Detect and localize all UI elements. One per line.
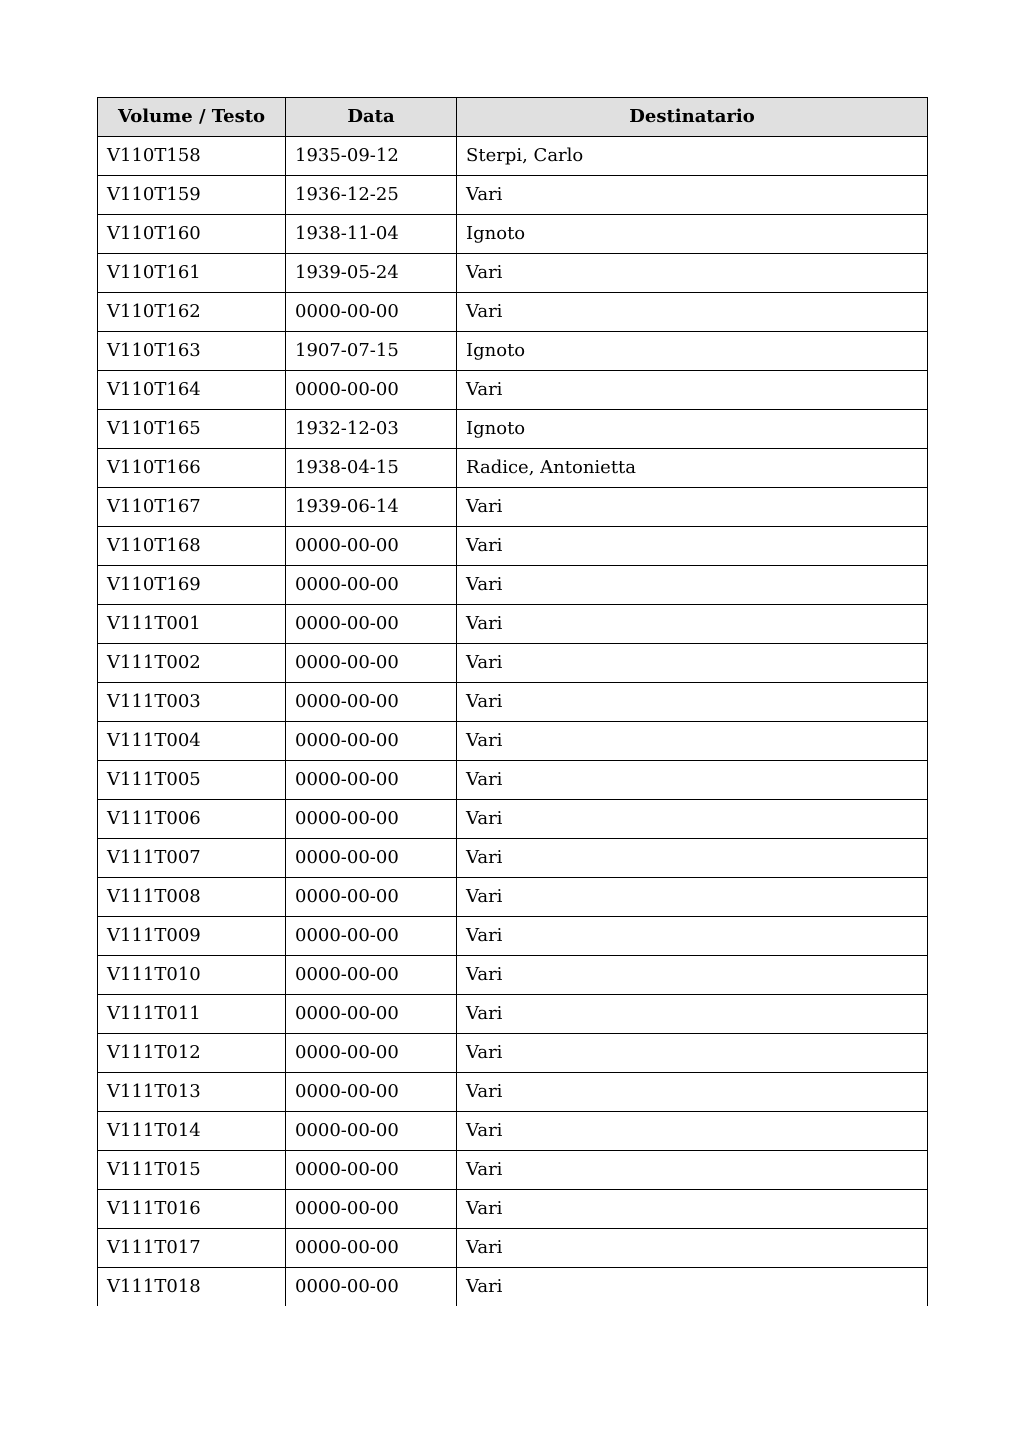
cell-destinatario: Vari — [457, 176, 928, 215]
cell-volume-testo: V110T166 — [98, 449, 286, 488]
cell-data: 0000-00-00 — [286, 371, 457, 410]
cell-data: 0000-00-00 — [286, 566, 457, 605]
cell-volume-testo: V110T158 — [98, 137, 286, 176]
table-row — [98, 917, 928, 956]
cell-volume-testo: V111T013 — [98, 1073, 286, 1112]
cell-destinatario: Vari — [457, 644, 928, 683]
cell-data: 0000-00-00 — [286, 1229, 457, 1268]
cell-destinatario: Vari — [457, 722, 928, 761]
cell-volume-testo: V111T011 — [98, 995, 286, 1034]
cell-data: 0000-00-00 — [286, 761, 457, 800]
cell-data: 0000-00-00 — [286, 956, 457, 995]
cell-volume-testo: V111T007 — [98, 839, 286, 878]
cell-volume-testo: V111T002 — [98, 644, 286, 683]
table-row — [98, 566, 928, 605]
cell-destinatario: Vari — [457, 1190, 928, 1229]
table-row — [98, 995, 928, 1034]
cell-data: 0000-00-00 — [286, 527, 457, 566]
cell-data: 0000-00-00 — [286, 644, 457, 683]
letters-table — [97, 97, 928, 1306]
table-row — [98, 527, 928, 566]
table-row — [98, 1112, 928, 1151]
cell-destinatario: Vari — [457, 917, 928, 956]
cell-volume-testo: V111T014 — [98, 1112, 286, 1151]
column-header-volume-testo: Volume / Testo — [98, 98, 286, 137]
cell-volume-testo: V111T003 — [98, 683, 286, 722]
cell-volume-testo: V111T009 — [98, 917, 286, 956]
cell-data: 0000-00-00 — [286, 1151, 457, 1190]
cell-data: 0000-00-00 — [286, 878, 457, 917]
cell-destinatario: Vari — [457, 566, 928, 605]
table-row — [98, 1190, 928, 1229]
cell-data: 0000-00-00 — [286, 293, 457, 332]
cell-destinatario: Vari — [457, 878, 928, 917]
cell-data: 0000-00-00 — [286, 1268, 457, 1307]
cell-data: 1939-05-24 — [286, 254, 457, 293]
cell-destinatario: Vari — [457, 527, 928, 566]
cell-volume-testo: V110T164 — [98, 371, 286, 410]
table-row — [98, 293, 928, 332]
cell-data: 0000-00-00 — [286, 1073, 457, 1112]
cell-volume-testo: V111T015 — [98, 1151, 286, 1190]
table-row — [98, 215, 928, 254]
cell-data: 0000-00-00 — [286, 722, 457, 761]
table-row — [98, 878, 928, 917]
cell-volume-testo: V111T016 — [98, 1190, 286, 1229]
cell-volume-testo: V111T010 — [98, 956, 286, 995]
cell-destinatario: Vari — [457, 839, 928, 878]
table-row — [98, 1073, 928, 1112]
cell-destinatario: Vari — [457, 683, 928, 722]
cell-destinatario: Vari — [457, 1151, 928, 1190]
cell-destinatario: Ignoto — [457, 332, 928, 371]
table-body — [98, 137, 928, 1307]
cell-data: 1938-04-15 — [286, 449, 457, 488]
table-row — [98, 371, 928, 410]
cell-volume-testo: V110T168 — [98, 527, 286, 566]
cell-data: 0000-00-00 — [286, 995, 457, 1034]
cell-volume-testo: V110T169 — [98, 566, 286, 605]
table-row — [98, 410, 928, 449]
cell-data: 0000-00-00 — [286, 1034, 457, 1073]
cell-destinatario: Radice, Antonietta — [457, 449, 928, 488]
table-row — [98, 839, 928, 878]
cell-data: 1939-06-14 — [286, 488, 457, 527]
cell-data: 1938-11-04 — [286, 215, 457, 254]
cell-data: 0000-00-00 — [286, 800, 457, 839]
table-row — [98, 137, 928, 176]
table-row — [98, 488, 928, 527]
cell-data: 1935-09-12 — [286, 137, 457, 176]
cell-volume-testo: V110T163 — [98, 332, 286, 371]
cell-destinatario: Vari — [457, 1112, 928, 1151]
cell-destinatario: Sterpi, Carlo — [457, 137, 928, 176]
cell-destinatario: Vari — [457, 488, 928, 527]
cell-destinatario: Ignoto — [457, 215, 928, 254]
header-row — [98, 98, 928, 137]
cell-data: 0000-00-00 — [286, 1112, 457, 1151]
cell-volume-testo: V111T018 — [98, 1268, 286, 1307]
table-row — [98, 254, 928, 293]
table-row — [98, 1268, 928, 1307]
cell-data: 0000-00-00 — [286, 605, 457, 644]
table-row — [98, 449, 928, 488]
cell-data: 1932-12-03 — [286, 410, 457, 449]
cell-volume-testo: V110T165 — [98, 410, 286, 449]
cell-destinatario: Vari — [457, 1268, 928, 1307]
cell-volume-testo: V110T160 — [98, 215, 286, 254]
table-row — [98, 176, 928, 215]
column-header-data: Data — [286, 98, 457, 137]
cell-destinatario: Vari — [457, 800, 928, 839]
table-header — [98, 98, 928, 137]
table-row — [98, 1034, 928, 1073]
cell-destinatario: Vari — [457, 761, 928, 800]
table-row — [98, 683, 928, 722]
cell-destinatario: Ignoto — [457, 410, 928, 449]
cell-volume-testo: V111T012 — [98, 1034, 286, 1073]
cell-data: 0000-00-00 — [286, 683, 457, 722]
table-row — [98, 1229, 928, 1268]
cell-destinatario: Vari — [457, 1034, 928, 1073]
cell-volume-testo: V111T006 — [98, 800, 286, 839]
table-row — [98, 1151, 928, 1190]
column-header-destinatario: Destinatario — [457, 98, 928, 137]
cell-destinatario: Vari — [457, 254, 928, 293]
cell-destinatario: Vari — [457, 605, 928, 644]
cell-volume-testo: V111T008 — [98, 878, 286, 917]
cell-volume-testo: V110T162 — [98, 293, 286, 332]
cell-volume-testo: V110T161 — [98, 254, 286, 293]
table-row — [98, 644, 928, 683]
cell-volume-testo: V111T001 — [98, 605, 286, 644]
table-row — [98, 605, 928, 644]
cell-volume-testo: V111T005 — [98, 761, 286, 800]
cell-data: 0000-00-00 — [286, 1190, 457, 1229]
cell-destinatario: Vari — [457, 371, 928, 410]
cell-destinatario: Vari — [457, 293, 928, 332]
cell-volume-testo: V110T167 — [98, 488, 286, 527]
cell-destinatario: Vari — [457, 1229, 928, 1268]
cell-data: 1907-07-15 — [286, 332, 457, 371]
cell-destinatario: Vari — [457, 1073, 928, 1112]
table-row — [98, 800, 928, 839]
table-row — [98, 722, 928, 761]
cell-destinatario: Vari — [457, 956, 928, 995]
cell-volume-testo: V111T017 — [98, 1229, 286, 1268]
document-page — [97, 97, 927, 1306]
table-row — [98, 332, 928, 371]
cell-volume-testo: V111T004 — [98, 722, 286, 761]
table-row — [98, 956, 928, 995]
table-row — [98, 761, 928, 800]
cell-data: 0000-00-00 — [286, 839, 457, 878]
cell-data: 1936-12-25 — [286, 176, 457, 215]
cell-data: 0000-00-00 — [286, 917, 457, 956]
cell-destinatario: Vari — [457, 995, 928, 1034]
cell-volume-testo: V110T159 — [98, 176, 286, 215]
